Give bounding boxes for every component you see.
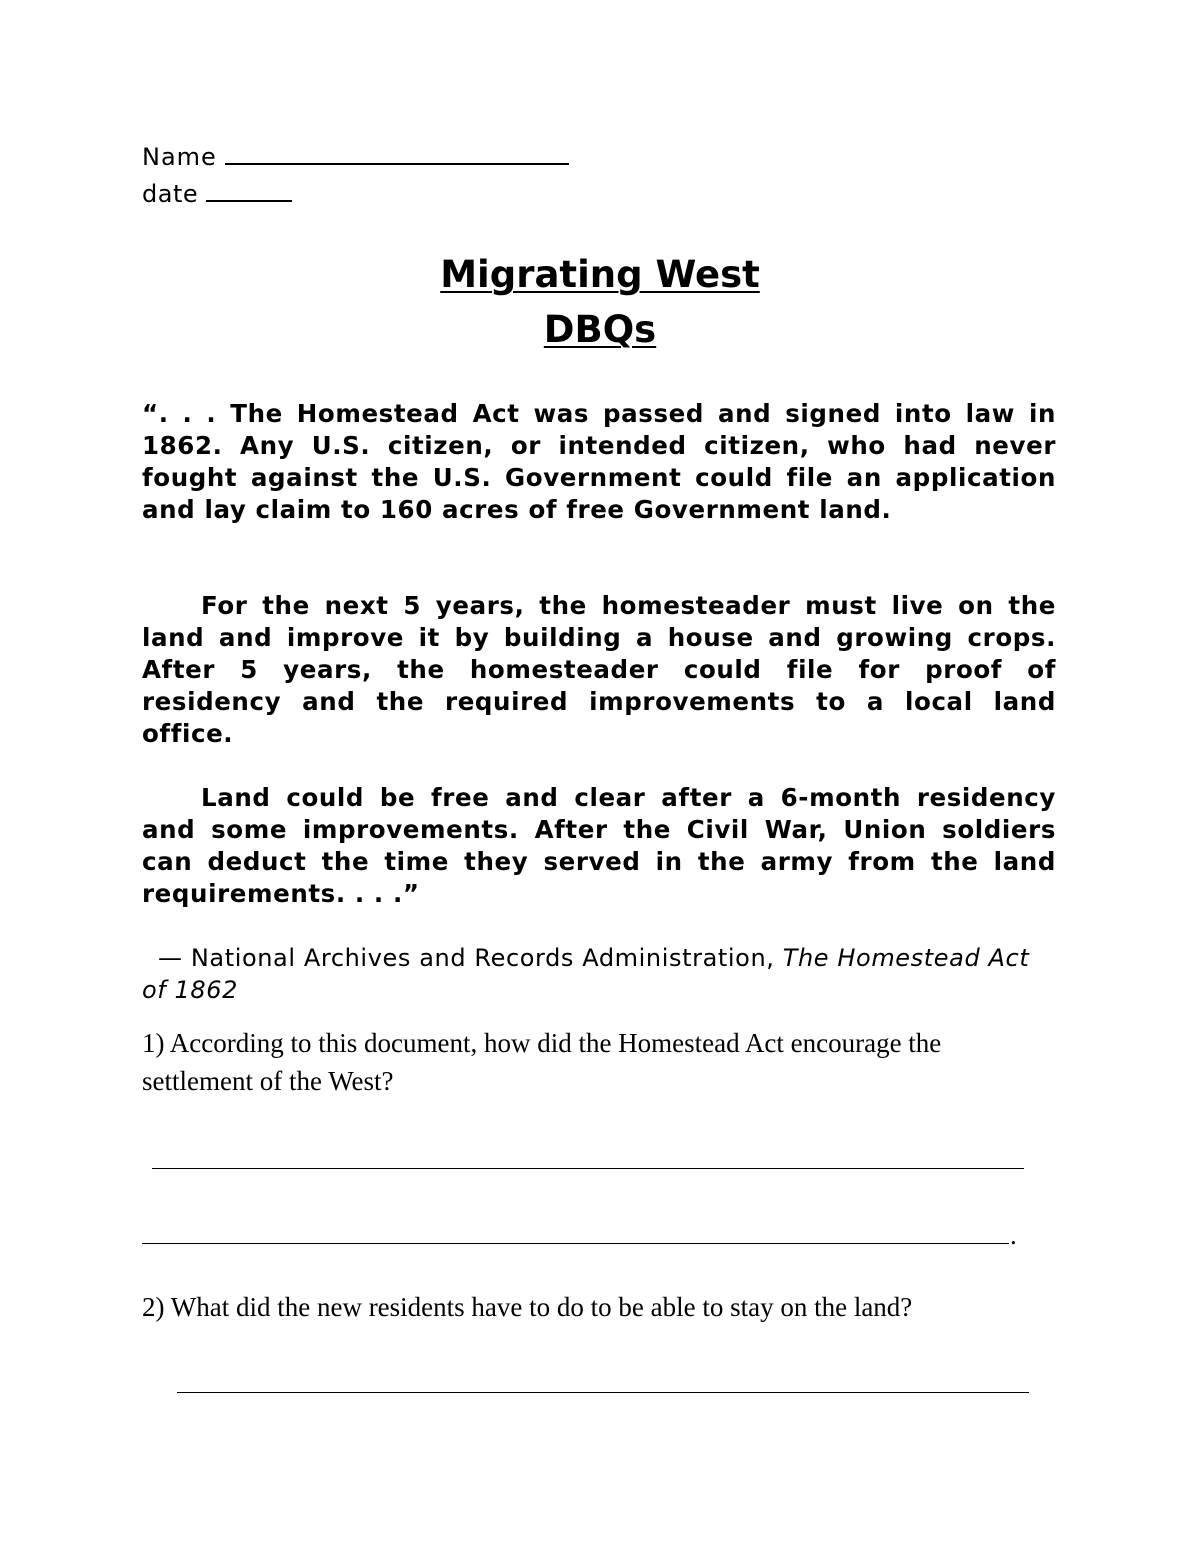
source-citation [142, 942, 1042, 1006]
page-subtitle: DBQs [543, 308, 657, 351]
quote-text-3: Land could be free and clear after a 6-month residency and some improvements. After the Civil War, Union soldiers can deduct the time they served in the army from the land requirements. . . .” [142, 783, 1056, 908]
name-blank[interactable] [225, 162, 569, 165]
answer-line-3[interactable] [177, 1392, 1029, 1393]
name-field [142, 143, 569, 171]
answer-line-1[interactable] [152, 1168, 1024, 1169]
quote-paragraph-2 [142, 590, 1056, 750]
page-title: Migrating West [440, 253, 760, 296]
question-2: 2) What did the new residents have to do to be able to stay on the land? [142, 1292, 913, 1322]
answer-line-2[interactable] [142, 1243, 1009, 1244]
quote-text-1: “. . . The Homestead Act was passed and signed into law in 1862. Any U.S. citizen, or intended citizen, who had never fought against the U.S. Government could file an application and lay claim to 160 acres of free Government land. [142, 399, 1056, 524]
quote-paragraph-3 [142, 782, 1056, 910]
question-1: 1) According to this document, how did the Homestead Act encourage the settlement of the West? [142, 1028, 942, 1096]
date-label: date [142, 180, 199, 208]
date-field [142, 180, 292, 208]
quote-text-2: For the next 5 years, the homesteader must live on the land and improve it by building a house and growing crops. After 5 years, the homesteader could file for proof of residency and the required improvements to a local land office. [142, 591, 1056, 748]
name-label: Name [142, 143, 217, 171]
citation-prefix: — National Archives and Records Administration, [158, 944, 783, 972]
quote-paragraph-1 [142, 398, 1056, 526]
answer-line-2-period: . [1010, 1220, 1017, 1250]
date-blank[interactable] [206, 199, 292, 202]
citation-work-title: The Homestead Act of 1862 [142, 944, 1030, 1004]
